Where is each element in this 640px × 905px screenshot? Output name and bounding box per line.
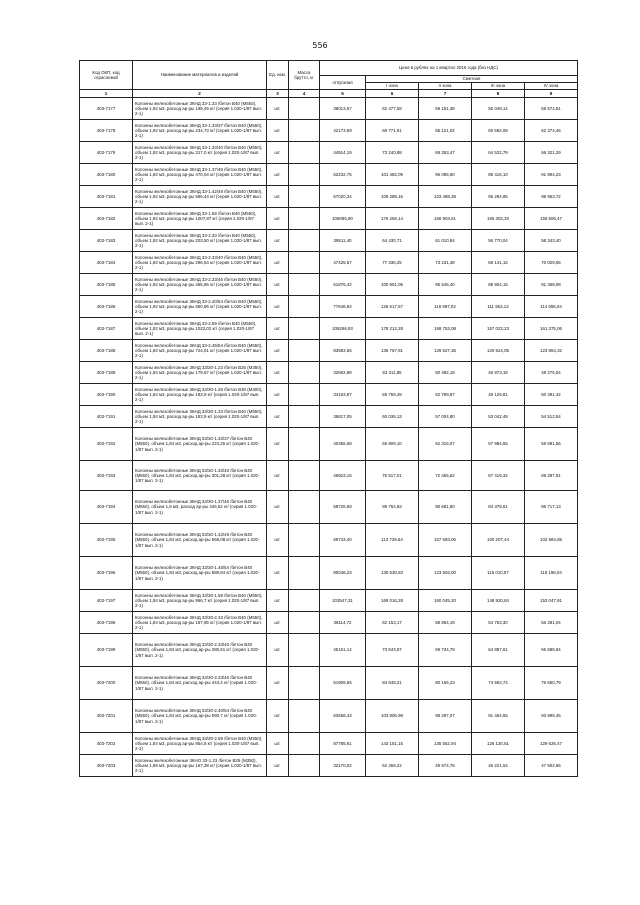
price-zone-4: 58 343,40 bbox=[525, 230, 578, 252]
gross-mass bbox=[289, 340, 320, 362]
release-price: 36817,05 bbox=[320, 406, 366, 428]
table-row bbox=[80, 612, 578, 634]
table-row bbox=[80, 667, 578, 700]
gross-mass bbox=[289, 98, 320, 120]
price-zone-1: 65 809,10 bbox=[366, 428, 419, 461]
column-number: 7 bbox=[419, 90, 472, 98]
table-row bbox=[80, 406, 578, 428]
header-unit: Ед. изм. bbox=[267, 61, 289, 90]
product-name: Колонны железобетонные 3КНД 33/30-2.40/54 /бетон В40 (М550), объем 1,84 м3, расход ар-ры 590,7 кг/ (серия 1.020-1/87 вып. 2-1) bbox=[133, 700, 267, 733]
product-code: 403-7177 bbox=[80, 98, 133, 120]
column-number: 9 bbox=[525, 90, 578, 98]
price-zone-4: 86 717,13 bbox=[525, 491, 578, 524]
release-price: 51909,55 bbox=[320, 667, 366, 700]
unit: шт. bbox=[267, 733, 289, 755]
release-price: 58726,69 bbox=[320, 491, 366, 524]
gross-mass bbox=[289, 667, 320, 700]
price-zone-3: 88 904,15 bbox=[472, 274, 525, 296]
price-zone-1: 64 430,71 bbox=[366, 230, 419, 252]
product-name: Колонны железобетонные 3КНД 33/30-1.42/49 /бетон В40 (М550), объем 1,84 м3, расход ар-ры 568,08 кг/ (серия 1.020-1/87 вып. 2-1) bbox=[133, 524, 267, 557]
price-zone-1: 143 151,15 bbox=[366, 733, 419, 755]
product-code: 403-7195 bbox=[80, 524, 133, 557]
release-price: 63658,43 bbox=[320, 700, 366, 733]
table-row bbox=[80, 296, 578, 318]
unit: шт. bbox=[267, 590, 289, 612]
unit: шт. bbox=[267, 230, 289, 252]
price-zone-4: 56 574,81 bbox=[525, 98, 578, 120]
price-zone-1: 53 311,85 bbox=[366, 362, 419, 384]
product-name: Колонны железобетонные 3КНД 33/30-1.59 /бетон В40 (М550), объем 1,84 м3, расход ар-ры 966,7 кг/ (серия 1.020-1/87 вып. 2-1) bbox=[133, 590, 267, 612]
product-name: Колонны железобетонные 3КНД 33/30-2.33/40 /бетон В40 (М550), объем 1,84 м3, расход ар-ры 280,61 кг/ (серия 1.020-1/87 вып. 2-1) bbox=[133, 634, 267, 667]
release-price: 108086,90 bbox=[320, 208, 366, 230]
price-zone-4: 76 650,79 bbox=[525, 667, 578, 700]
price-zone-2: 103 488,38 bbox=[419, 186, 472, 208]
price-zone-2: 107 693,06 bbox=[419, 524, 472, 557]
price-zone-3: 54 763,30 bbox=[472, 612, 525, 634]
gross-mass bbox=[289, 362, 320, 384]
gross-mass bbox=[289, 296, 320, 318]
unit: шт. bbox=[267, 406, 289, 428]
product-name: Колонны железобетонные 3КНД 33-1.33/40 /бетон В40 (М550), объем 1,92 м3, расход ар-ры 317,0 кг/ (серия 1.020-1/87 вып. 2-1) bbox=[133, 142, 267, 164]
unit: шт. bbox=[267, 296, 289, 318]
price-zone-2: 57 004,80 bbox=[419, 406, 472, 428]
product-code: 403-7191 bbox=[80, 406, 133, 428]
release-price: 46923,16 bbox=[320, 461, 366, 491]
price-zone-2: 65 121,02 bbox=[419, 120, 472, 142]
price-zone-4: 56 281,04 bbox=[525, 612, 578, 634]
price-zone-3: 67 419,32 bbox=[472, 461, 525, 491]
price-zone-3: 120 524,05 bbox=[472, 340, 525, 362]
release-price: 103547,31 bbox=[320, 590, 366, 612]
price-zone-1: 100 901,05 bbox=[366, 274, 419, 296]
price-zone-3: 111 563,12 bbox=[472, 296, 525, 318]
price-zone-4: 123 864,32 bbox=[525, 340, 578, 362]
product-code: 403-7203 bbox=[80, 755, 133, 777]
price-zone-1: 73 240,98 bbox=[366, 142, 419, 164]
product-code: 403-7194 bbox=[80, 491, 133, 524]
product-name: Колонны железобетонные 3КНД 33/30-1.23 /бетон В25 (М350), объем 1,84 м3, расход ар-ры 179,67 кг/ (серия 1.020-1/87 вып. 2-1) bbox=[133, 362, 267, 384]
header-name: Наименование материалов и изделий bbox=[133, 61, 267, 90]
header-price-group: Цена в рублях на 1 квартал 2016 года (без НДС) bbox=[320, 61, 578, 76]
price-zone-2: 62 316,07 bbox=[419, 428, 472, 461]
unit: шт. bbox=[267, 362, 289, 384]
unit: шт. bbox=[267, 491, 289, 524]
release-price: 62232,75 bbox=[320, 164, 366, 186]
price-zone-4: 91 368,08 bbox=[525, 274, 578, 296]
unit: шт. bbox=[267, 557, 289, 590]
gross-mass bbox=[289, 634, 320, 667]
release-price: 47425,57 bbox=[320, 252, 366, 274]
product-name: Колонны железобетонные 3КНД 33/30-1.26 /бетон В30 (М400), объем 1,84 м3, расход ар-ры 183,9 кг/ (серия 1.020-1/87 вып. 2-1) bbox=[133, 384, 267, 406]
price-zone-1: 101 482,09 bbox=[366, 164, 419, 186]
gross-mass bbox=[289, 230, 320, 252]
price-zone-4: 50 491,42 bbox=[525, 384, 578, 406]
gross-mass bbox=[289, 252, 320, 274]
header-zone-4: IV зона bbox=[525, 83, 578, 90]
product-name: Колонны железобетонные 3КНД 33-2.45/54 /бетон В40 (М550), объем 1,92 м3, расход ар-ры 724,01 кг/ (серия 1.020-1/87 вып. 2-1) bbox=[133, 340, 267, 362]
table-row bbox=[80, 98, 578, 120]
unit: шт. bbox=[267, 612, 289, 634]
table-row bbox=[80, 230, 578, 252]
header-mass: Масса брутто, кг bbox=[289, 61, 320, 90]
price-zone-1: 95 764,93 bbox=[366, 491, 419, 524]
price-zone-3: 74 583,74 bbox=[472, 667, 525, 700]
gross-mass bbox=[289, 428, 320, 461]
product-code: 403-7188 bbox=[80, 340, 133, 362]
product-code: 403-7196 bbox=[80, 557, 133, 590]
table-row bbox=[80, 120, 578, 142]
header-estimate: Сметная bbox=[366, 76, 578, 83]
price-zone-1: 103 806,98 bbox=[366, 700, 419, 733]
price-zone-1: 84 648,21 bbox=[366, 667, 419, 700]
unit: шт. bbox=[267, 755, 289, 777]
product-code: 403-7185 bbox=[80, 274, 133, 296]
price-zone-4: 102 984,85 bbox=[525, 524, 578, 557]
price-zone-4: 161 375,06 bbox=[525, 318, 578, 340]
table-row bbox=[80, 208, 578, 230]
release-price: 42173,59 bbox=[320, 120, 366, 142]
gross-mass bbox=[289, 590, 320, 612]
table-row bbox=[80, 733, 578, 755]
release-price: 39511,40 bbox=[320, 230, 366, 252]
gross-mass bbox=[289, 612, 320, 634]
release-price: 38013,67 bbox=[320, 98, 366, 120]
price-zone-4: 93 999,45 bbox=[525, 700, 578, 733]
price-zone-4: 114 655,04 bbox=[525, 296, 578, 318]
price-zone-3: 157 023,23 bbox=[472, 318, 525, 340]
page-number: 556 bbox=[312, 41, 328, 50]
price-zone-4: 91 894,23 bbox=[525, 164, 578, 186]
product-code: 403-7186 bbox=[80, 296, 133, 318]
gross-mass bbox=[289, 755, 320, 777]
price-zone-4: 159 606,47 bbox=[525, 208, 578, 230]
release-price: 34193,87 bbox=[320, 384, 366, 406]
price-zone-1: 52 459,22 bbox=[366, 755, 419, 777]
gross-mass bbox=[289, 733, 320, 755]
product-name: Колонны железобетонные 3КНД 33-1.59 /бетон В40 (М550), объем 1,92 м3, расход ар-ры 1007,87 кг/ (серия 1.020-1/87 вып. 2-1) bbox=[133, 208, 267, 230]
price-zone-1: 169 016,28 bbox=[366, 590, 419, 612]
price-zone-1: 136 767,81 bbox=[366, 340, 419, 362]
price-zone-1: 113 729,64 bbox=[366, 524, 419, 557]
price-zone-2: 72 455,62 bbox=[419, 461, 472, 491]
product-name: Колонны железобетонные 3КНД 33-2.33/46 /бетон В40 (М550), объем 1,92 м3, расход ар-ры 465,86 кг/ (серия 1.020-1/87 вып. 2-1) bbox=[133, 274, 267, 296]
release-price: 80046,23 bbox=[320, 557, 366, 590]
price-zone-4: 66 685,94 bbox=[525, 634, 578, 667]
price-zone-3: 53 042,49 bbox=[472, 406, 525, 428]
gross-mass bbox=[289, 557, 320, 590]
price-zone-2: 119 897,02 bbox=[419, 296, 472, 318]
release-price: 44914,19 bbox=[320, 142, 366, 164]
price-zone-1: 76 517,01 bbox=[366, 461, 419, 491]
gross-mass bbox=[289, 406, 320, 428]
unit: шт. bbox=[267, 700, 289, 733]
price-zone-2: 168 753,08 bbox=[419, 318, 472, 340]
product-name: Колонны железобетонные 3КНД 33/30-1.37/46 /бетон В40 (М550), объем 1,8 м3, расход ар-ры 446,52 кг/ (серия 1.020-1/87 вып. 2-1) bbox=[133, 491, 267, 524]
price-zone-3: 100 207,44 bbox=[472, 524, 525, 557]
gross-mass bbox=[289, 700, 320, 733]
price-zone-3: 148 920,84 bbox=[472, 590, 525, 612]
column-number: 3 bbox=[267, 90, 289, 98]
price-zone-1: 176 259,14 bbox=[366, 208, 419, 230]
price-zone-3: 46 221,64 bbox=[472, 755, 525, 777]
product-code: 403-7201 bbox=[80, 700, 133, 733]
product-code: 403-7181 bbox=[80, 186, 133, 208]
price-zone-4: 153 047,91 bbox=[525, 590, 578, 612]
release-price: 109296,93 bbox=[320, 318, 366, 340]
product-code: 403-7198 bbox=[80, 612, 133, 634]
price-zone-1: 130 530,53 bbox=[366, 557, 419, 590]
release-price: 32692,88 bbox=[320, 362, 366, 384]
price-zone-4: 69 287,81 bbox=[525, 461, 578, 491]
gross-mass bbox=[289, 164, 320, 186]
table-row bbox=[80, 274, 578, 296]
price-zone-3: 56 770,04 bbox=[472, 230, 525, 252]
price-zone-2: 69 734,79 bbox=[419, 634, 472, 667]
product-code: 403-7192 bbox=[80, 428, 133, 461]
table-row bbox=[80, 318, 578, 340]
gross-mass bbox=[289, 461, 320, 491]
release-price: 69743,40 bbox=[320, 524, 366, 557]
column-number: 6 bbox=[366, 90, 419, 98]
price-zone-1: 62 477,59 bbox=[366, 98, 419, 120]
column-number: 8 bbox=[472, 90, 525, 98]
price-zone-2: 90 681,80 bbox=[419, 491, 472, 524]
price-zone-2: 135 552,94 bbox=[419, 733, 472, 755]
gross-mass bbox=[289, 186, 320, 208]
product-name: Колонны железобетонные 3КНД 33/30-1.45/54 /бетон В40 (М550), объем 1,84 м3, расход ар-ры 689,84 кг/ (серия 1.020-1/87 вып. 2-1) bbox=[133, 557, 267, 590]
unit: шт. bbox=[267, 274, 289, 296]
product-name: Колонны железобетонные 3КНД 33-2.59 /бетон В40 (М550), объем 1,92 м3, расход ар-ры 1022,02 кг/ (серия 1.020-1/87 вып. 2-1) bbox=[133, 318, 267, 340]
price-zone-2: 95 545,40 bbox=[419, 274, 472, 296]
price-zone-3: 155 302,33 bbox=[472, 208, 525, 230]
release-price: 83583,56 bbox=[320, 340, 366, 362]
product-code: 403-7182 bbox=[80, 208, 133, 230]
unit: шт. bbox=[267, 524, 289, 557]
product-code: 403-7183 bbox=[80, 230, 133, 252]
unit: шт. bbox=[267, 142, 289, 164]
product-code: 403-7199 bbox=[80, 634, 133, 667]
price-zone-4: 98 963,72 bbox=[525, 186, 578, 208]
price-zone-4: 59 591,56 bbox=[525, 428, 578, 461]
price-zone-2: 96 095,60 bbox=[419, 164, 472, 186]
unit: шт. bbox=[267, 461, 289, 491]
release-price: 38114,72 bbox=[320, 612, 366, 634]
table-row bbox=[80, 755, 578, 777]
price-zone-3: 64 887,61 bbox=[472, 634, 525, 667]
product-code: 403-7184 bbox=[80, 252, 133, 274]
unit: шт. bbox=[267, 208, 289, 230]
gross-mass bbox=[289, 208, 320, 230]
unit: шт. bbox=[267, 667, 289, 700]
table-row bbox=[80, 186, 578, 208]
header-zone-2: II зона bbox=[419, 83, 472, 90]
release-price: 87785,61 bbox=[320, 733, 366, 755]
price-zone-2: 160 045,20 bbox=[419, 590, 472, 612]
product-name: Колонны железобетонные 3КНД 33-2.40/54 /бетон В40 (М550), объем 1,92 м3, расход ар-ры 650,86 кг/ (серия 1.020-1/87 вып. 2-1) bbox=[133, 296, 267, 318]
unit: шт. bbox=[267, 634, 289, 667]
gross-mass bbox=[289, 274, 320, 296]
price-zone-1: 68 771,91 bbox=[366, 120, 419, 142]
unit: шт. bbox=[267, 340, 289, 362]
price-zone-2: 50 482,15 bbox=[419, 362, 472, 384]
release-price: 45161,14 bbox=[320, 634, 366, 667]
price-zone-3: 60 592,09 bbox=[472, 120, 525, 142]
price-zone-3: 115 010,57 bbox=[472, 557, 525, 590]
price-zone-4: 54 512,54 bbox=[525, 406, 578, 428]
price-zone-1: 77 336,25 bbox=[366, 252, 419, 274]
price-zone-1: 73 643,67 bbox=[366, 634, 419, 667]
product-name: Колонны железобетонные 3КНД 33-2.33/40 /бетон В40 (М550), объем 1,92 м3, расход ар-ры 296,54 кг/ (серия 1.020-1/87 вып. 2-1) bbox=[133, 252, 267, 274]
column-number: 1 bbox=[80, 90, 133, 98]
price-zone-4: 66 321,29 bbox=[525, 142, 578, 164]
price-zone-4: 70 029,65 bbox=[525, 252, 578, 274]
product-code: 403-7190 bbox=[80, 384, 133, 406]
unit: шт. bbox=[267, 318, 289, 340]
price-zone-4: 129 626,47 bbox=[525, 733, 578, 755]
table-body bbox=[80, 98, 578, 777]
product-name: Колонны железобетонные 3КНД 33-1.33 /бетон В40 (М550), объем 1,92 м3, расход ар-ры 189,45 кг/ (серия 1.020-1/87 вып. 2-1) bbox=[133, 98, 267, 120]
price-zone-1: 55 759,49 bbox=[366, 384, 419, 406]
price-zone-4: 48 275,04 bbox=[525, 362, 578, 384]
gross-mass bbox=[289, 384, 320, 406]
price-table bbox=[79, 60, 578, 777]
unit: шт. bbox=[267, 186, 289, 208]
unit: шт. bbox=[267, 98, 289, 120]
price-zone-1: 60 036,13 bbox=[366, 406, 419, 428]
price-zone-3: 55 049,14 bbox=[472, 98, 525, 120]
table-row bbox=[80, 524, 578, 557]
price-zone-1: 178 212,28 bbox=[366, 318, 419, 340]
release-price: 32170,02 bbox=[320, 755, 366, 777]
product-code: 403-7200 bbox=[80, 667, 133, 700]
unit: шт. bbox=[267, 120, 289, 142]
product-code: 403-7193 bbox=[80, 461, 133, 491]
price-zone-2: 52 799,87 bbox=[419, 384, 472, 406]
price-zone-4: 118 198,04 bbox=[525, 557, 578, 590]
price-zone-1: 109 289,16 bbox=[366, 186, 419, 208]
unit: шт. bbox=[267, 164, 289, 186]
gross-mass bbox=[289, 120, 320, 142]
price-zone-2: 80 155,23 bbox=[419, 667, 472, 700]
gross-mass bbox=[289, 491, 320, 524]
product-name: Колонны железобетонные 3КНД 33/30-1.33/37 /бетон В40 (М550), объем 1,84 м3, расход ар-ры 224,25 кг/ (серия 1.020-1/87 вып. 2-1) bbox=[133, 428, 267, 461]
product-name: Колонны железобетонные 3КНД 33/30-2.33/46 /бетон В40 (М550), объем 1,84 м3, расход ар-ры 443,4 кг/ (серия 1.020-1/87 вып. 2-1) bbox=[133, 667, 267, 700]
price-zone-4: 62 274,46 bbox=[525, 120, 578, 142]
price-zone-2: 73 231,38 bbox=[419, 252, 472, 274]
price-zone-3: 89 416,10 bbox=[472, 164, 525, 186]
product-code: 403-7178 bbox=[80, 120, 133, 142]
price-zone-3: 68 141,15 bbox=[472, 252, 525, 274]
price-zone-2: 69 353,47 bbox=[419, 142, 472, 164]
product-name: Колонны железобетонные 3КНД 33/30-2.59 /бетон В40 (М550), объем 1,84 м3, расход ар-ры 954,8 кг/ (серия 1.020-1/87 вып. 2-1) bbox=[133, 733, 267, 755]
table-row bbox=[80, 142, 578, 164]
product-code: 403-7187 bbox=[80, 318, 133, 340]
price-zone-2: 58 854,19 bbox=[419, 612, 472, 634]
product-code: 403-7180 bbox=[80, 164, 133, 186]
unit: шт. bbox=[267, 384, 289, 406]
product-name: Колонны железобетонные 3КНД 33/30-1.33 /бетон В40 (М550), объем 1,84 м3, расход ар-ры 183,9 кг/ (серия 1.020-1/87 вып. 2-1) bbox=[133, 406, 267, 428]
product-name: Колонны железобетонные 3КНД 33/30-2.33 /бетон В40 (М550), объем 1,84 м3, расход ар-ры 197,85 кг/ (серия 1.020-1/87 вып. 2-1) bbox=[133, 612, 267, 634]
release-price: 77646,84 bbox=[320, 296, 366, 318]
table-row bbox=[80, 340, 578, 362]
table-row bbox=[80, 164, 578, 186]
product-code: 403-7189 bbox=[80, 362, 133, 384]
price-zone-3: 49 129,81 bbox=[472, 384, 525, 406]
table-row bbox=[80, 557, 578, 590]
price-zone-3: 84 378,61 bbox=[472, 491, 525, 524]
release-price: 61876,42 bbox=[320, 274, 366, 296]
price-zone-2: 166 903,61 bbox=[419, 208, 472, 230]
product-name: Колонны железобетонные 3КНД 33-2.33 /бетон В40 (М550), объем 1,92 м3, расход ар-ры 203,50 кг/ (серия 1.020-1/87 вып. 2-1) bbox=[133, 230, 267, 252]
gross-mass bbox=[289, 524, 320, 557]
product-name: Колонны железобетонные 3КНД 33-1.42/49 /бетон В40 (М550), объем 1,92 м3, расход ар-ры 596,44 кг/ (серия 1.020-1/87 вып. 2-1) bbox=[133, 186, 267, 208]
price-zone-3: 64 532,79 bbox=[472, 142, 525, 164]
price-zone-2: 49 674,76 bbox=[419, 755, 472, 777]
product-name: Колонны железобетонные 3КНД 33-1.33/37 /бетон В40 (М550), объем 1,92 м3, расход ар-ры 234,73 кг/ (серия 1.020-1/87 вып. 2-1) bbox=[133, 120, 267, 142]
column-number-row bbox=[80, 90, 578, 98]
table-row bbox=[80, 428, 578, 461]
table-row bbox=[80, 362, 578, 384]
header-code: Код ОКП, код отраслевой bbox=[80, 61, 133, 90]
price-zone-2: 98 297,07 bbox=[419, 700, 472, 733]
column-number: 5 bbox=[320, 90, 366, 98]
price-zone-1: 126 617,67 bbox=[366, 296, 419, 318]
price-zone-1: 62 153,17 bbox=[366, 612, 419, 634]
price-zone-3: 96 294,95 bbox=[472, 186, 525, 208]
table-row bbox=[80, 634, 578, 667]
price-zone-3: 126 130,61 bbox=[472, 733, 525, 755]
product-code: 403-7202 bbox=[80, 733, 133, 755]
header-zone-3: III зона bbox=[472, 83, 525, 90]
gross-mass bbox=[289, 142, 320, 164]
unit: шт. bbox=[267, 428, 289, 461]
column-number: 2 bbox=[133, 90, 267, 98]
release-price: 67020,34 bbox=[320, 186, 366, 208]
table-row bbox=[80, 491, 578, 524]
price-zone-3: 57 984,55 bbox=[472, 428, 525, 461]
gross-mass bbox=[289, 318, 320, 340]
price-zone-4: 47 502,66 bbox=[525, 755, 578, 777]
price-zone-2: 123 602,00 bbox=[419, 557, 472, 590]
product-name: Колонны железобетонные 3КНО 33-1.23 /бетон В25 (М350), объем 1,89 м3, расход ар-ры 167,38 кг/ (серия 1.020-1/87 вып. 2-1) bbox=[133, 755, 267, 777]
table-row bbox=[80, 461, 578, 491]
table-row bbox=[80, 384, 578, 406]
product-code: 403-7179 bbox=[80, 142, 133, 164]
price-zone-2: 59 161,38 bbox=[419, 98, 472, 120]
product-code: 403-7197 bbox=[80, 590, 133, 612]
product-name: Колонны железобетонные 3КНД 33-1.37/46 /бетон В40 (М550), объем 1,92 м3, расход ар-ры 470,04 кг/ (серия 1.020-1/87 вып. 2-1) bbox=[133, 164, 267, 186]
price-zone-3: 46 973,19 bbox=[472, 362, 525, 384]
price-zone-2: 61 010,84 bbox=[419, 230, 472, 252]
price-zone-3: 91 464,55 bbox=[472, 700, 525, 733]
column-number: 4 bbox=[289, 90, 320, 98]
unit: шт. bbox=[267, 252, 289, 274]
product-name: Колонны железобетонные 3КНД 33/30-1.33/40 /бетон В40 (М550), объем 1,84 м3, расход ар-ры 301,28 кг/ (серия 1.020-1/87 вып. 2-1) bbox=[133, 461, 267, 491]
header-release: отпускная bbox=[320, 76, 366, 90]
table-row bbox=[80, 700, 578, 733]
release-price: 40356,68 bbox=[320, 428, 366, 461]
header-zone-1: I зона bbox=[366, 83, 419, 90]
table-row bbox=[80, 252, 578, 274]
table-row bbox=[80, 590, 578, 612]
price-zone-2: 129 527,35 bbox=[419, 340, 472, 362]
